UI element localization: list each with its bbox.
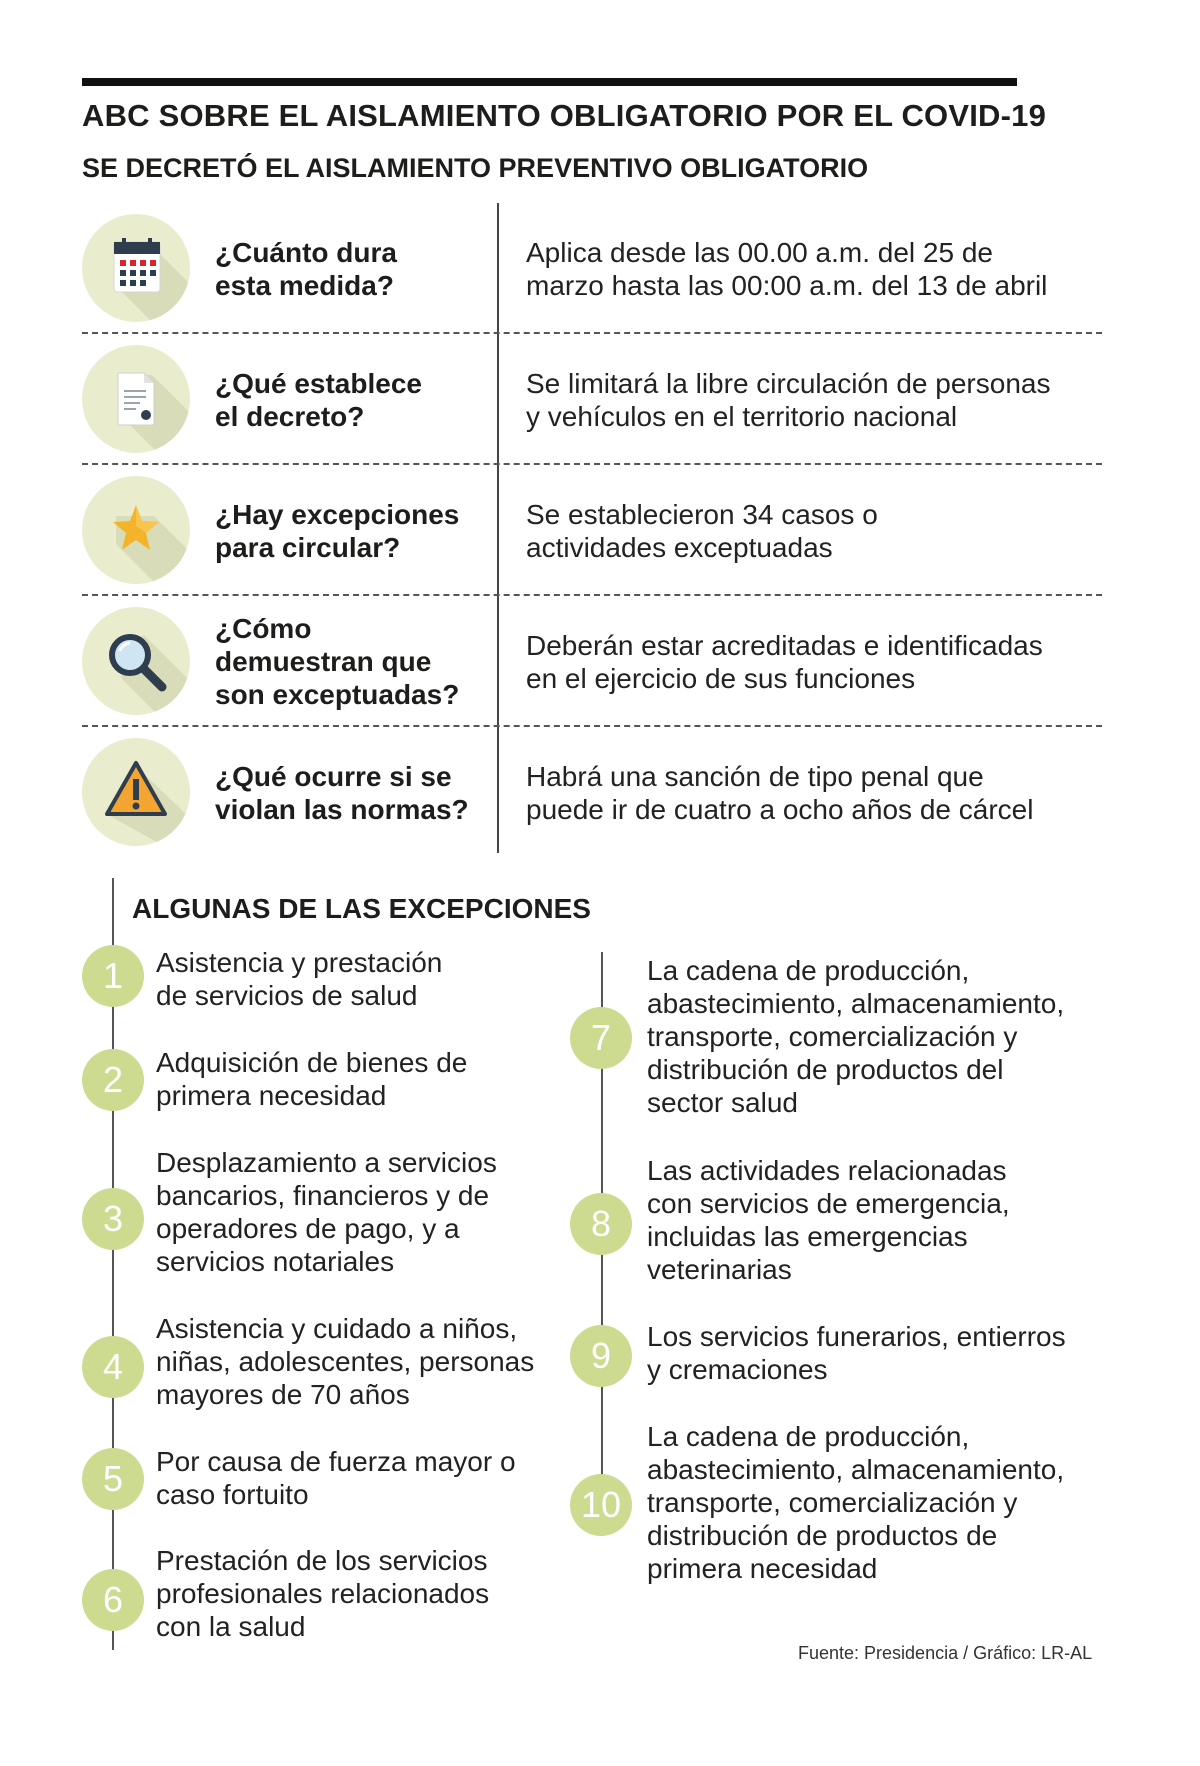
warning-icon [82,738,190,846]
faq-answer: Aplica desde las 00.00 a.m. del 25 de marzo hasta las 00:00 a.m. del 13 de abril [526,236,1048,301]
exception-text-8: Las actividades relacionadas con servicios de emergencia, incluidas las emergencias veterinarias [647,1155,1010,1285]
exception-text-9: Los servicios funerarios, entierros y cremaciones [647,1321,1066,1385]
exception-text-5: Por causa de fuerza mayor o caso fortuito [156,1446,516,1510]
exception-number-4: 4 [82,1336,144,1398]
star-icon [82,476,190,584]
exception-number-5: 5 [82,1448,144,1510]
exception-text-6: Prestación de los servicios profesionales relacionados con la salud [156,1545,490,1642]
exception-number-7: 7 [570,1007,632,1069]
exception-text-3: Desplazamiento a servicios bancarios, financieros y de operadores de pago, y a servicios notariales [156,1147,497,1277]
page-subtitle: SE DECRETÓ EL AISLAMIENTO PREVENTIVO OBLIGATORIO [82,153,869,183]
page-title: ABC SOBRE EL AISLAMIENTO OBLIGATORIO POR EL COVID-19 [82,98,1047,133]
exception-number-9: 9 [570,1325,632,1387]
faq-answer: Se establecieron 34 casos o actividades exceptuadas [526,498,878,563]
exception-number-2: 2 [82,1049,144,1111]
faq-row-duration [82,203,1102,334]
top-rule [82,78,1017,86]
exceptions-title: ALGUNAS DE LAS EXCEPCIONES [132,893,591,924]
exception-number-6: 6 [82,1569,144,1631]
document-icon [82,345,190,453]
faq-row-proof [82,596,1102,727]
faq-answer: Se limitará la libre circulación de personas y vehículos en el territorio nacional [526,367,1051,432]
faq-answer: Habrá una sanción de tipo penal que puede ir de cuatro a ocho años de cárcel [526,760,1034,825]
exception-text-1: Asistencia y prestación de servicios de salud [156,947,443,1011]
faq-question: ¿Qué establece el decreto? [215,367,422,432]
calendar-icon [82,214,190,322]
faq-row-penalty [82,727,1102,858]
exception-number-1: 1 [82,945,144,1007]
magnifier-icon [82,607,190,715]
exception-number-8: 8 [570,1193,632,1255]
faq-question: ¿Cuánto dura esta medida? [215,236,397,301]
faq-question: ¿Hay excepciones para circular? [215,498,460,563]
faq-question: ¿Cómo demuestran que son exceptuadas? [215,613,460,710]
exception-text-2: Adquisición de bienes de primera necesidad [156,1047,468,1111]
exception-number-3: 3 [82,1188,144,1250]
exception-text-10: La cadena de producción, abastecimiento, almacenamiento, transporte, comercialización y distribución de productos de primera necesidad [647,1421,1065,1584]
exception-text-7: La cadena de producción, abastecimiento, almacenamiento, transporte, comercialización y distribución de productos del sector salud [647,955,1065,1118]
faq-question: ¿Qué ocurre si se violan las normas? [215,760,469,825]
faq-row-exceptions [82,465,1102,596]
exception-number-10: 10 [570,1474,632,1536]
faq-answer: Deberán estar acreditadas e identificadas en el ejercicio de sus funciones [526,629,1043,694]
faq-row-decree [82,334,1102,465]
exception-text-4: Asistencia y cuidado a niños, niñas, adolescentes, personas mayores de 70 años [156,1313,535,1410]
source-credit: Fuente: Presidencia / Gráfico: LR-AL [798,1643,1093,1663]
